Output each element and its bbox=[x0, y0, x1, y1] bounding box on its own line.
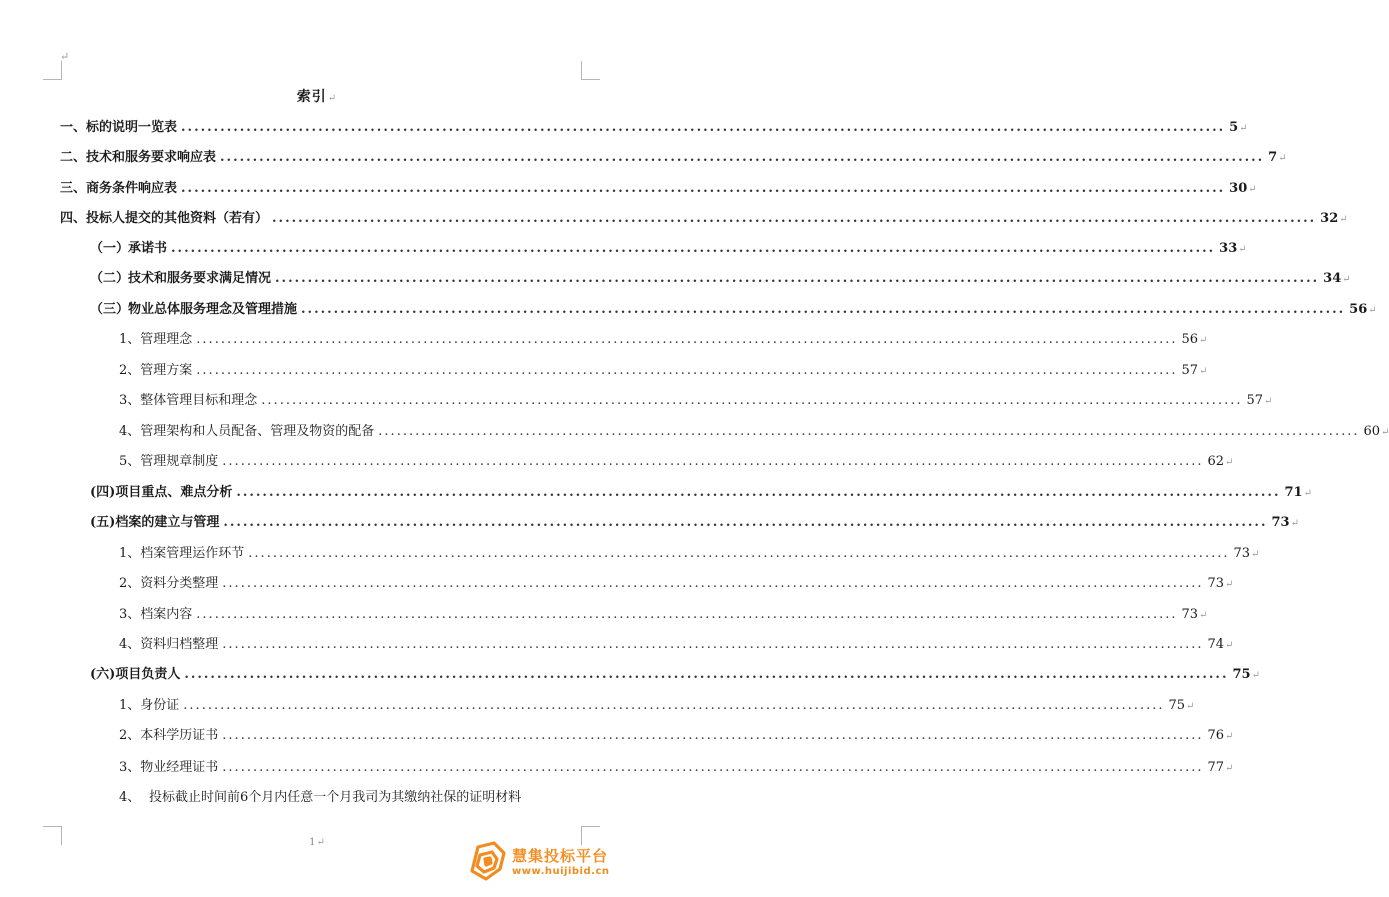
toc-entry-page: 33 bbox=[1219, 241, 1238, 256]
toc-entry[interactable] bbox=[119, 453, 1234, 472]
paragraph-mark-icon: ↵ bbox=[1248, 184, 1257, 195]
paragraph-mark-icon: ↵ bbox=[1290, 518, 1299, 529]
toc-entry[interactable] bbox=[119, 392, 1273, 411]
toc-dot-leader: ................................................................................................................................................................ bbox=[181, 120, 1226, 135]
watermark-logo bbox=[466, 835, 626, 887]
toc-dot-leader: ................................................................................................................................................................ bbox=[223, 515, 1268, 530]
toc-entry[interactable] bbox=[119, 606, 1208, 625]
toc-dot-leader: ................................................................................................................................................................ bbox=[183, 698, 1165, 713]
toc-dot-leader: ................................................................................................................................................................ bbox=[196, 363, 1178, 378]
toc-entry-number: 3、 bbox=[119, 607, 141, 622]
toc-entry[interactable] bbox=[90, 240, 1247, 259]
paragraph-mark-icon: ↵ bbox=[1339, 214, 1348, 225]
toc-entry-title: 项目重点、难点分析 bbox=[115, 485, 233, 500]
paragraph-mark-icon: ↵ bbox=[1186, 701, 1195, 712]
toc-entry-number: 4、 bbox=[119, 790, 141, 805]
paragraph-mark-icon: ↵ bbox=[1251, 549, 1260, 560]
paragraph-mark-icon: ↵ bbox=[1199, 335, 1208, 346]
toc-entry[interactable] bbox=[60, 180, 1257, 199]
toc-entry-page: 73 bbox=[1181, 607, 1199, 622]
toc-entry-page: 74 bbox=[1207, 637, 1225, 652]
toc-entry-number: 四、 bbox=[60, 211, 87, 226]
paragraph-mark-icon: ↵ bbox=[1225, 640, 1234, 651]
toc-entry-page: 30 bbox=[1229, 181, 1248, 196]
toc-entry-number: 5、 bbox=[119, 454, 141, 469]
toc-entry-number: 4、 bbox=[119, 424, 141, 439]
paragraph-mark-icon: ↵ bbox=[1225, 731, 1234, 742]
toc-entry[interactable] bbox=[60, 210, 1348, 229]
toc-entry[interactable] bbox=[119, 636, 1234, 655]
paragraph-mark-icon: ↵ bbox=[1238, 244, 1247, 255]
watermark-name: 慧集投标平台 bbox=[512, 847, 609, 865]
toc-entry-page: 76 bbox=[1207, 728, 1225, 743]
toc-entry-number: 1、 bbox=[119, 546, 141, 561]
toc-entry-number: (四) bbox=[90, 485, 116, 500]
toc-entry-number: 1、 bbox=[119, 698, 141, 713]
toc-entry-page: 32 bbox=[1320, 211, 1339, 226]
toc-entry[interactable] bbox=[119, 697, 1195, 716]
toc-entry-title: 投标人提交的其他资料（若有） bbox=[86, 211, 269, 226]
toc-entry-title: 整体管理目标和理念 bbox=[140, 393, 258, 408]
toc-entry[interactable] bbox=[119, 575, 1234, 594]
toc-entry-number: 一、 bbox=[60, 120, 87, 135]
toc-entry[interactable] bbox=[90, 270, 1351, 289]
toc-dot-leader: ................................................................................................................................................................ bbox=[184, 667, 1229, 682]
toc-entry-page: 60 bbox=[1363, 424, 1381, 439]
toc-entry-title: 资料归档整理 bbox=[140, 637, 219, 652]
toc-entry-title: 档案管理运作环节 bbox=[140, 546, 245, 561]
toc-entry-number: 三、 bbox=[60, 181, 87, 196]
toc-entry-page: 57 bbox=[1246, 393, 1264, 408]
toc-entry-title: 商务条件响应表 bbox=[86, 181, 178, 196]
toc-entry-title: 身份证 bbox=[140, 698, 180, 713]
paragraph-mark-icon: ↵ bbox=[1251, 670, 1260, 681]
toc-entry-title: 档案内容 bbox=[140, 607, 193, 622]
paragraph-mark-icon: ↵ bbox=[1225, 763, 1234, 774]
toc-entry-number: 1、 bbox=[119, 332, 141, 347]
toc-dot-leader: ................................................................................................................................................................ bbox=[222, 637, 1204, 652]
paragraph-mark-icon: ↵ bbox=[1225, 457, 1234, 468]
paragraph-mark-icon: ↵ bbox=[1199, 366, 1208, 377]
toc-entry-number: 3、 bbox=[119, 760, 141, 775]
toc-entry-title: 承诺书 bbox=[128, 241, 168, 256]
toc-entry-number: (六) bbox=[90, 667, 116, 682]
toc-entry[interactable] bbox=[90, 514, 1299, 533]
toc-entry-page: 5 bbox=[1229, 120, 1239, 135]
toc-dot-leader: ................................................................................................................................................................ bbox=[181, 181, 1226, 196]
toc-entry[interactable] bbox=[119, 331, 1208, 350]
toc-title: 索引↵ bbox=[296, 89, 338, 105]
toc-entry-number: （二） bbox=[90, 271, 130, 286]
toc-entry-page: 34 bbox=[1323, 271, 1342, 286]
toc-entry-title: 物业总体服务理念及管理措施 bbox=[128, 302, 298, 317]
toc-entry-page: 73 bbox=[1207, 576, 1225, 591]
toc-dot-leader: ................................................................................................................................................................ bbox=[222, 454, 1204, 469]
huiji-logo-icon bbox=[466, 839, 508, 883]
toc-entry-title: 资料分类整理 bbox=[140, 576, 219, 591]
paragraph-mark-icon: ↵ bbox=[1199, 610, 1208, 621]
toc-entry-number: 2、 bbox=[119, 728, 141, 743]
toc-entry-page: 56 bbox=[1349, 302, 1368, 317]
toc-entry[interactable] bbox=[90, 301, 1377, 320]
toc-entry[interactable] bbox=[119, 423, 1389, 442]
toc-entry-title: 管理理念 bbox=[140, 332, 193, 347]
toc-entry-page: 73 bbox=[1271, 515, 1290, 530]
toc-entry-number: 二、 bbox=[60, 150, 87, 165]
toc-entry-number: 3、 bbox=[119, 393, 141, 408]
toc-dot-leader: ................................................................................................................................................................ bbox=[275, 271, 1320, 286]
toc-entry-title: 技术和服务要求满足情况 bbox=[128, 271, 272, 286]
page-number: 1↵ bbox=[309, 837, 325, 848]
toc-dot-leader: ................................................................................................................................................................ bbox=[222, 760, 1204, 775]
toc-entry[interactable] bbox=[60, 119, 1248, 138]
toc-entry[interactable] bbox=[90, 484, 1312, 503]
toc-dot-leader: ................................................................................................................................................................ bbox=[301, 302, 1346, 317]
toc-entry-page: 71 bbox=[1284, 485, 1303, 500]
watermark-url: www.huijibid.cn bbox=[512, 866, 610, 877]
toc-entry-title: 技术和服务要求响应表 bbox=[86, 150, 217, 165]
paragraph-mark-icon: ↵ bbox=[1303, 488, 1312, 499]
toc-dot-leader: ................................................................................................................................................................ bbox=[272, 211, 1317, 226]
toc-entry-number: 4、 bbox=[119, 637, 141, 652]
paragraph-mark-icon: ↵ bbox=[1278, 153, 1287, 164]
toc-entry[interactable] bbox=[119, 789, 587, 807]
paragraph-mark-icon: ↵ bbox=[60, 50, 70, 63]
toc-entry-title: 标的说明一览表 bbox=[86, 120, 178, 135]
toc-dot-leader: ................................................................................................................................................................ bbox=[236, 485, 1281, 500]
toc-entry[interactable] bbox=[119, 759, 1234, 778]
toc-dot-leader: ................................................................................................................................................................ bbox=[378, 424, 1360, 439]
paragraph-mark-icon: ↵ bbox=[1239, 123, 1248, 134]
paragraph-mark-icon: ↵ bbox=[1225, 579, 1234, 590]
toc-entry-page: 62 bbox=[1207, 454, 1225, 469]
toc-entry-number: 2、 bbox=[119, 363, 141, 378]
toc-entry[interactable] bbox=[60, 149, 1287, 168]
toc-entry-title: 投标截止时间前6个月内任意一个月我司为其缴纳社保的证明材料 bbox=[149, 790, 522, 805]
toc-dot-leader: ................................................................................................................................................................ bbox=[220, 150, 1265, 165]
toc-dot-leader: ................................................................................................................................................................ bbox=[222, 728, 1204, 743]
toc-entry-page: 75 bbox=[1232, 667, 1251, 682]
toc-entry-title: 档案的建立与管理 bbox=[115, 515, 220, 530]
toc-entry-title: 管理方案 bbox=[140, 363, 193, 378]
toc-dot-leader: ................................................................................................................................................................ bbox=[261, 393, 1243, 408]
toc-entry-number: 2、 bbox=[119, 576, 141, 591]
toc-entry[interactable] bbox=[119, 362, 1208, 381]
toc-entry-title: 项目负责人 bbox=[115, 667, 181, 682]
page-corner-top-right bbox=[581, 61, 600, 80]
toc-entry[interactable] bbox=[119, 545, 1260, 564]
toc-dot-leader: ................................................................................................................................................................ bbox=[171, 241, 1216, 256]
toc-dot-leader: ................................................................................................................................................................ bbox=[248, 546, 1230, 561]
toc-entry-title: 物业经理证书 bbox=[140, 760, 219, 775]
toc-entry-title: 管理架构和人员配备、管理及物资的配备 bbox=[140, 424, 375, 439]
paragraph-mark-icon: ↵ bbox=[1368, 305, 1377, 316]
page-corner-top-left bbox=[43, 61, 62, 80]
toc-entry-title: 管理规章制度 bbox=[140, 454, 219, 469]
toc-entry-number: （一） bbox=[90, 241, 130, 256]
toc-dot-leader: ................................................................................................................................................................ bbox=[222, 576, 1204, 591]
toc-entry-number: (五) bbox=[90, 515, 116, 530]
paragraph-mark-icon: ↵ bbox=[1342, 274, 1351, 285]
paragraph-mark-icon: ↵ bbox=[1381, 427, 1389, 438]
toc-entry-page: 77 bbox=[1207, 760, 1225, 775]
toc-dot-leader: ................................................................................................................................................................ bbox=[196, 607, 1178, 622]
toc-entry-page: 7 bbox=[1268, 150, 1278, 165]
toc-entry-title: 本科学历证书 bbox=[140, 728, 219, 743]
toc-entry-page: 75 bbox=[1168, 698, 1186, 713]
toc-entry-page: 57 bbox=[1181, 363, 1199, 378]
toc-entry[interactable] bbox=[90, 666, 1260, 685]
paragraph-mark-icon: ↵ bbox=[1264, 396, 1273, 407]
toc-entry-page: 56 bbox=[1181, 332, 1199, 347]
toc-dot-leader: ................................................................................................................................................................ bbox=[196, 332, 1178, 347]
toc-entry-number: （三） bbox=[90, 302, 130, 317]
toc-entry[interactable] bbox=[119, 727, 1234, 746]
toc-entry-page: 73 bbox=[1233, 546, 1251, 561]
